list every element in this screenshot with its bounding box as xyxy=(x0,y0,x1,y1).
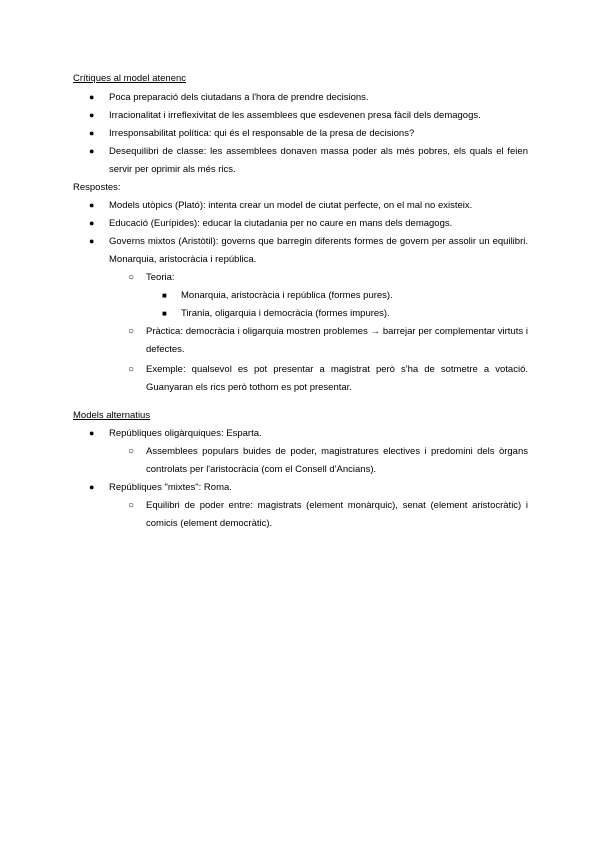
teoria-item: Tirania, oligarquia i democràcia (formes impures). xyxy=(181,308,390,319)
square-marker: ■ xyxy=(162,291,167,300)
model-subitem: Assemblees populars buides de poder, magistratures electives i predomini dels òrgans controlats per l'aristocràcia (com el Consell d'Ancians). xyxy=(146,446,528,475)
section-heading-critiques: Crítiques al model atenenc xyxy=(73,73,187,84)
bullet-marker: ● xyxy=(89,482,95,492)
resposta-item: Governs mixtos (Aristòtil): governs que barregin diferents formes de govern per assolir un equilibri. Monarquia, aristocràcia i república. xyxy=(109,236,528,265)
critique-item: Desequilibri de classe: les assemblees donaven massa poder als més pobres, els quals el feien servir per oprimir als més rics. xyxy=(109,146,528,175)
resposta-item: Models utòpics (Plató): intenta crear un model de ciutat perfecte, on el mal no existeix. xyxy=(109,200,473,211)
teoria-label: Teoria: xyxy=(146,272,175,283)
respostes-heading: Respostes: xyxy=(73,182,121,193)
circle-marker: ○ xyxy=(128,326,135,337)
exemple-item: Exemple: qualsevol es pot presentar a magistrat però s'ha de sotmetre a votació. Guanyaran els rics però tothom es pot presentar. xyxy=(146,364,528,393)
bullet-marker: ● xyxy=(89,110,95,120)
practica-item: Pràctica: democràcia i oligarquia mostren problemes → barrejar per complementar virtuts i defectes. xyxy=(146,326,528,355)
critique-item: Irresponsabilitat política: qui és el responsable de la presa de decisions? xyxy=(109,128,415,139)
bullet-marker: ● xyxy=(89,128,95,138)
critique-item: Irracionalitat i irreflexivitat de les assemblees que esdevenen presa fàcil dels demagogs. xyxy=(109,110,481,121)
critique-item: Poca preparació dels ciutadans a l'hora de prendre decisions. xyxy=(109,92,369,103)
bullet-marker: ● xyxy=(89,92,95,102)
bullet-marker: ● xyxy=(89,200,95,210)
bullet-marker: ● xyxy=(89,236,95,246)
bullet-marker: ● xyxy=(89,146,95,156)
square-marker: ■ xyxy=(162,309,167,318)
circle-marker: ○ xyxy=(128,500,135,511)
teoria-item: Monarquia, aristocràcia i república (formes pures). xyxy=(181,290,393,301)
circle-marker: ○ xyxy=(128,446,135,457)
model-item: Repúbliques "mixtes": Roma. xyxy=(109,482,232,493)
circle-marker: ○ xyxy=(128,272,135,283)
circle-marker: ○ xyxy=(128,364,135,375)
model-item: Repúbliques oligàrquiques: Esparta. xyxy=(109,428,262,439)
model-subitem: Equilibri de poder entre: magistrats (element monàrquic), senat (element aristocràtic) i comicis (element democràtic). xyxy=(146,500,528,529)
bullet-marker: ● xyxy=(89,428,95,438)
resposta-item: Educació (Eurípides): educar la ciutadania per no caure en mans dels demagogs. xyxy=(109,218,453,229)
bullet-marker: ● xyxy=(89,218,95,228)
section-heading-models-alternatius: Models alternatius xyxy=(73,410,151,421)
